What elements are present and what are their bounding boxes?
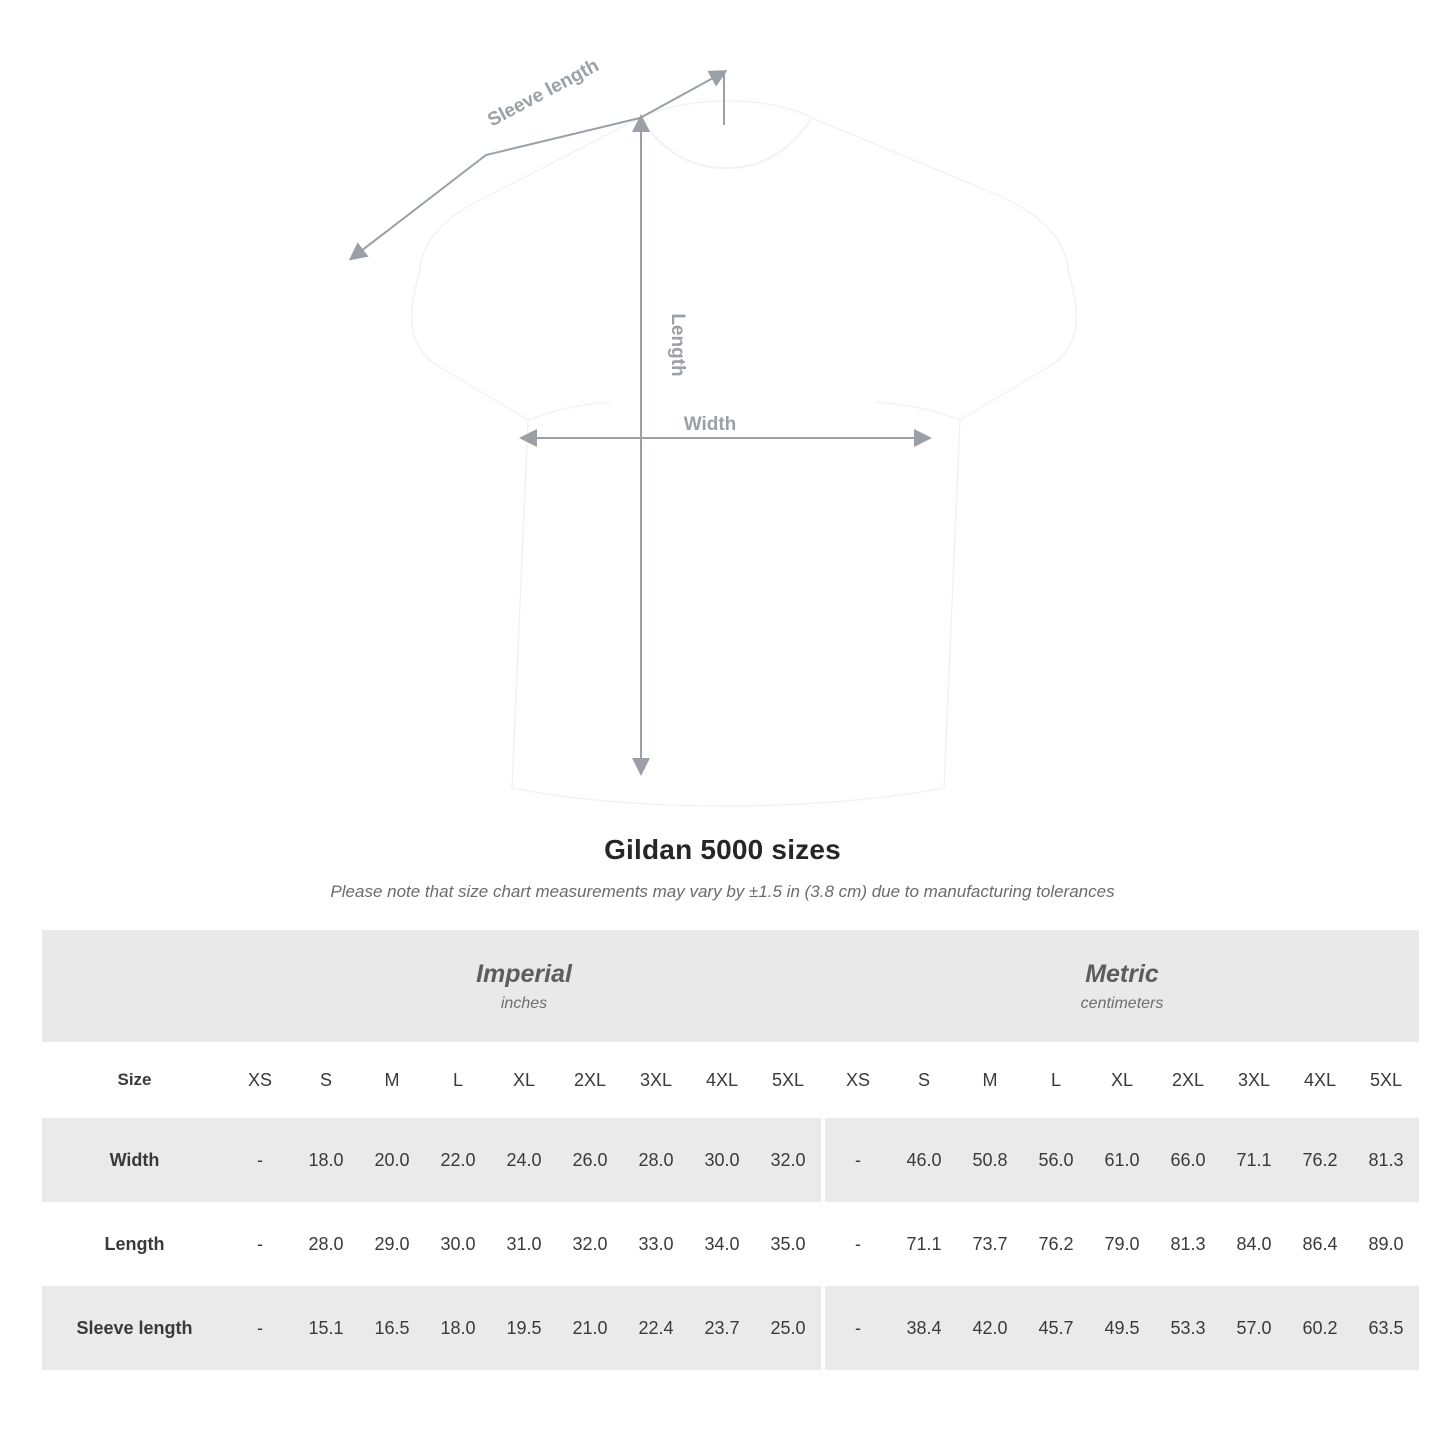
cell-width-imp-xs: - [227, 1118, 293, 1202]
cell-sleeve-imp-4xl: 23.7 [689, 1286, 755, 1370]
size-header-row [42, 1042, 1419, 1118]
size-header-met-m: M [957, 1042, 1023, 1118]
cell-sleeve-met-2xl: 53.3 [1155, 1286, 1221, 1370]
size-table [42, 930, 1419, 1370]
size-header-imp-s: S [293, 1042, 359, 1118]
row-label-length: Length [42, 1202, 227, 1286]
table-row [42, 1202, 1419, 1286]
cell-width-met-xl: 61.0 [1089, 1118, 1155, 1202]
cell-sleeve-met-xs: - [825, 1286, 891, 1370]
size-header-imp-xs: XS [227, 1042, 293, 1118]
cell-width-imp-5xl: 32.0 [755, 1118, 821, 1202]
size-header-met-4xl: 4XL [1287, 1042, 1353, 1118]
cell-width-imp-2xl: 26.0 [557, 1118, 623, 1202]
size-header-label: Size [42, 1042, 227, 1118]
cell-length-met-l: 76.2 [1023, 1202, 1089, 1286]
cell-length-met-s: 71.1 [891, 1202, 957, 1286]
cell-length-imp-3xl: 33.0 [623, 1202, 689, 1286]
width-label: Width [683, 414, 737, 435]
metric-unit-sub: centimeters [1080, 994, 1164, 1012]
cell-width-met-l: 56.0 [1023, 1118, 1089, 1202]
cell-length-imp-5xl: 35.0 [755, 1202, 821, 1286]
unit-header-metric [825, 930, 1419, 1042]
size-header-met-xl: XL [1089, 1042, 1155, 1118]
size-header-imp-m: M [359, 1042, 425, 1118]
cell-sleeve-imp-m: 16.5 [359, 1286, 425, 1370]
cell-width-met-4xl: 76.2 [1287, 1118, 1353, 1202]
cell-width-imp-l: 22.0 [425, 1118, 491, 1202]
cell-width-imp-3xl: 28.0 [623, 1118, 689, 1202]
size-header-imp-4xl: 4XL [689, 1042, 755, 1118]
cell-sleeve-met-m: 42.0 [957, 1286, 1023, 1370]
size-header-met-2xl: 2XL [1155, 1042, 1221, 1118]
cell-length-imp-xs: - [227, 1202, 293, 1286]
row-label-width: Width [42, 1118, 227, 1202]
cell-width-met-3xl: 71.1 [1221, 1118, 1287, 1202]
table-row [42, 1286, 1419, 1370]
table-row [42, 1118, 1419, 1202]
cell-sleeve-imp-2xl: 21.0 [557, 1286, 623, 1370]
cell-sleeve-met-xl: 49.5 [1089, 1286, 1155, 1370]
cell-width-met-s: 46.0 [891, 1118, 957, 1202]
cell-length-imp-l: 30.0 [425, 1202, 491, 1286]
size-header-imp-5xl: 5XL [755, 1042, 821, 1118]
cell-sleeve-imp-xs: - [227, 1286, 293, 1370]
size-header-met-s: S [891, 1042, 957, 1118]
cell-sleeve-met-3xl: 57.0 [1221, 1286, 1287, 1370]
cell-sleeve-met-4xl: 60.2 [1287, 1286, 1353, 1370]
cell-sleeve-imp-3xl: 22.4 [623, 1286, 689, 1370]
imperial-unit-name: Imperial [476, 959, 572, 988]
tolerance-note: Please note that size chart measurements may vary by ±1.5 in (3.8 cm) due to manufacturing tolerances [330, 882, 1115, 901]
chart-title-block [0, 834, 1445, 902]
unit-header-spacer [42, 930, 227, 1042]
cell-length-met-xl: 79.0 [1089, 1202, 1155, 1286]
size-table-wrapper [42, 930, 1403, 1370]
cell-sleeve-imp-xl: 19.5 [491, 1286, 557, 1370]
cell-sleeve-met-5xl: 63.5 [1353, 1286, 1419, 1370]
cell-length-met-2xl: 81.3 [1155, 1202, 1221, 1286]
cell-width-imp-4xl: 30.0 [689, 1118, 755, 1202]
unit-header-imperial [227, 930, 821, 1042]
cell-length-met-5xl: 89.0 [1353, 1202, 1419, 1286]
size-header-imp-2xl: 2XL [557, 1042, 623, 1118]
cell-width-met-2xl: 66.0 [1155, 1118, 1221, 1202]
sleeve-length-label: Sleeve length [484, 55, 603, 132]
row-label-sleeve-length: Sleeve length [42, 1286, 227, 1370]
cell-sleeve-imp-s: 15.1 [293, 1286, 359, 1370]
size-header-imp-l: L [425, 1042, 491, 1118]
cell-width-imp-xl: 24.0 [491, 1118, 557, 1202]
imperial-unit-sub: inches [500, 994, 548, 1012]
size-header-met-xs: XS [825, 1042, 891, 1118]
tshirt-shape [412, 101, 1077, 806]
cell-length-imp-2xl: 32.0 [557, 1202, 623, 1286]
cell-length-met-3xl: 84.0 [1221, 1202, 1287, 1286]
cell-width-met-m: 50.8 [957, 1118, 1023, 1202]
cell-width-met-5xl: 81.3 [1353, 1118, 1419, 1202]
cell-length-met-xs: - [825, 1202, 891, 1286]
cell-sleeve-imp-l: 18.0 [425, 1286, 491, 1370]
metric-unit-name: Metric [1085, 959, 1159, 988]
cell-sleeve-met-l: 45.7 [1023, 1286, 1089, 1370]
size-header-met-3xl: 3XL [1221, 1042, 1287, 1118]
size-header-met-5xl: 5XL [1353, 1042, 1419, 1118]
cell-length-imp-xl: 31.0 [491, 1202, 557, 1286]
page-title: Gildan 5000 sizes [604, 834, 841, 865]
length-label: Length [667, 313, 688, 377]
cell-width-met-xs: - [825, 1118, 891, 1202]
unit-header-row [42, 930, 1419, 1042]
cell-sleeve-met-s: 38.4 [891, 1286, 957, 1370]
cell-width-imp-m: 20.0 [359, 1118, 425, 1202]
cell-length-imp-m: 29.0 [359, 1202, 425, 1286]
cell-length-imp-4xl: 34.0 [689, 1202, 755, 1286]
cell-length-imp-s: 28.0 [293, 1202, 359, 1286]
cell-length-met-4xl: 86.4 [1287, 1202, 1353, 1286]
size-header-imp-3xl: 3XL [623, 1042, 689, 1118]
size-header-met-l: L [1023, 1042, 1089, 1118]
cell-sleeve-imp-5xl: 25.0 [755, 1286, 821, 1370]
cell-length-met-m: 73.7 [957, 1202, 1023, 1286]
size-header-imp-xl: XL [491, 1042, 557, 1118]
cell-width-imp-s: 18.0 [293, 1118, 359, 1202]
